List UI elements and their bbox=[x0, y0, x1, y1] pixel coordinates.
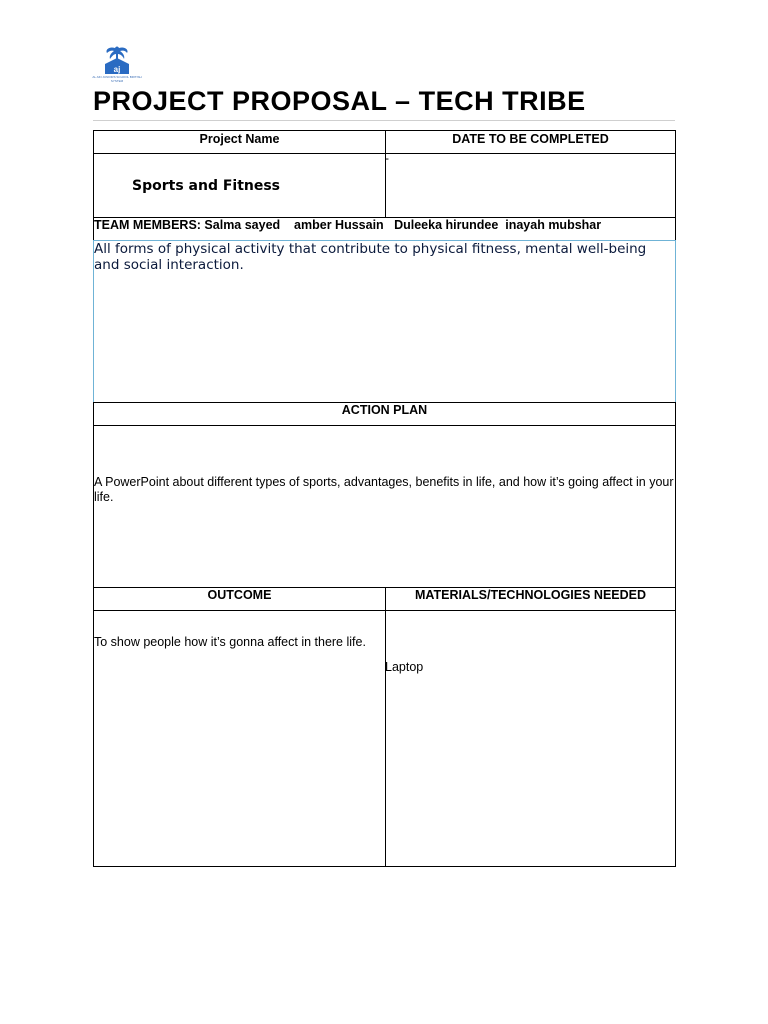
page-title: PROJECT PROPOSAL – TECH TRIBE bbox=[93, 86, 586, 116]
svg-text:aj: aj bbox=[113, 65, 121, 74]
team-members-row[interactable] bbox=[93, 217, 676, 241]
project-name-cell[interactable] bbox=[93, 153, 386, 218]
date-cell[interactable] bbox=[385, 153, 676, 218]
title-divider bbox=[93, 120, 675, 121]
outcome-cell[interactable] bbox=[93, 610, 386, 867]
date-header: DATE TO BE COMPLETED bbox=[385, 130, 676, 154]
outcome-text: To show people how it’s gonna affect in there life. bbox=[94, 635, 366, 649]
logo-caption: AL AIN JUNIORS SCHOOL BRITISH SYSTEM bbox=[92, 75, 142, 83]
project-name-value: Sports and Fitness bbox=[132, 178, 281, 194]
outcome-header: OUTCOME bbox=[93, 587, 386, 611]
action-plan-cell[interactable] bbox=[93, 425, 676, 588]
team-members-label: TEAM MEMBERS: bbox=[94, 218, 201, 232]
materials-text: Laptop bbox=[385, 660, 424, 674]
date-value: - bbox=[385, 151, 389, 165]
materials-header: MATERIALS/TECHNOLOGIES NEEDED bbox=[385, 587, 676, 611]
materials-cell[interactable] bbox=[385, 610, 676, 867]
action-plan-text: A PowerPoint about different types of sports, advantages, benefits in life, and how it’s going affect in your life. bbox=[94, 475, 674, 504]
team-members-names: Salma sayed amber Hussain Duleeka hirundee inayah mubshar bbox=[200, 218, 602, 232]
project-name-header: Project Name bbox=[93, 130, 386, 154]
action-plan-header: ACTION PLAN bbox=[93, 402, 676, 426]
project-description[interactable]: All forms of physical activity that contribute to physical fitness, mental well-being and social interaction. bbox=[93, 240, 676, 403]
